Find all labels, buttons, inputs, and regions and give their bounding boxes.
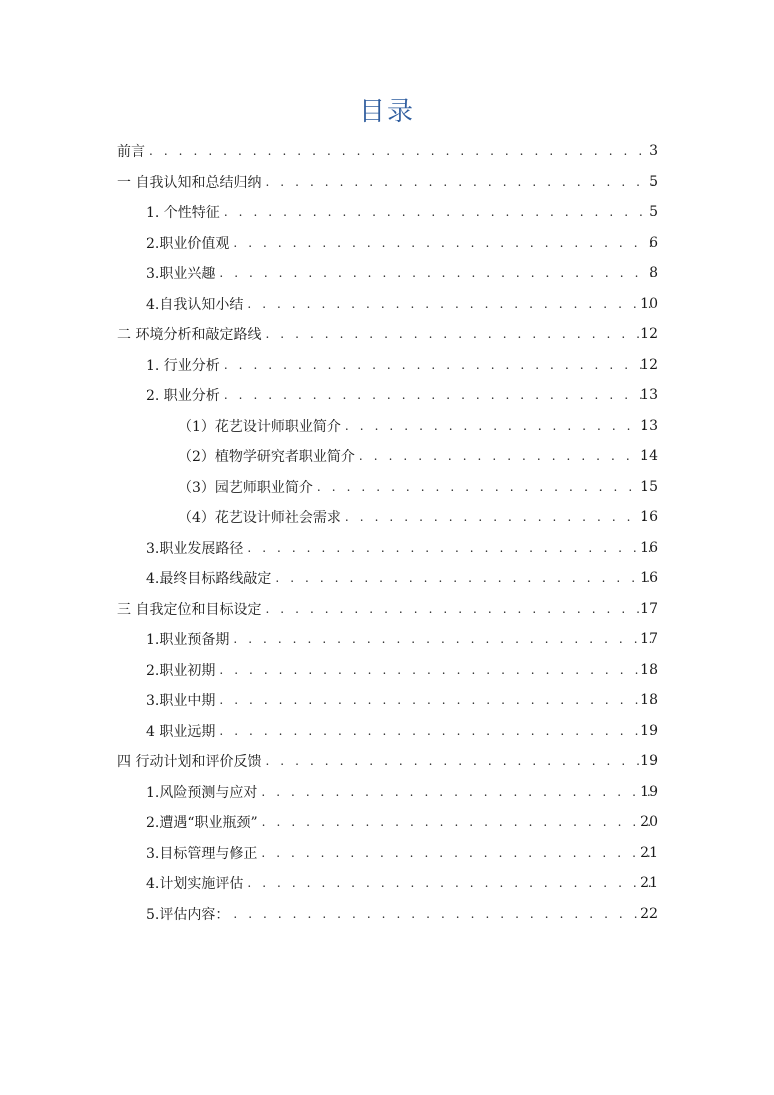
toc-entry-page: 5 [649, 173, 658, 190]
toc-entry[interactable] [0, 258, 774, 289]
toc-entry-page: 21 [640, 875, 658, 892]
dot-leader [265, 327, 654, 341]
toc-entry[interactable] [0, 716, 774, 747]
toc-entry[interactable] [0, 868, 774, 899]
toc-entry-label: 2.职业价值观 [146, 235, 230, 252]
dot-leader [149, 144, 654, 158]
toc-entry-page: 21 [640, 844, 658, 861]
toc-entry-label: 4 职业远期 [146, 723, 216, 740]
toc-entry[interactable] [0, 167, 774, 198]
toc-entry-page: 15 [640, 478, 658, 495]
dot-leader [224, 388, 654, 402]
dot-leader [265, 602, 654, 616]
toc-entry-label: 一 自我认知和总结归纳 [117, 174, 262, 191]
dot-leader [233, 907, 654, 921]
toc-entry[interactable] [0, 807, 774, 838]
dot-leader [261, 785, 654, 799]
dot-leader [219, 266, 654, 280]
toc-entry-label: 1. 个性特征 [146, 205, 220, 222]
toc-entry[interactable] [0, 350, 774, 381]
toc-entry[interactable] [0, 411, 774, 442]
toc-entry[interactable] [0, 472, 774, 503]
toc-entry-page: 19 [640, 783, 658, 800]
toc-entry[interactable] [0, 319, 774, 350]
toc-entry-label: 前言 [117, 144, 145, 161]
dot-leader [247, 541, 654, 555]
toc-entry-label: 3.职业中期 [146, 693, 216, 710]
toc-entry[interactable] [0, 838, 774, 869]
toc-entry[interactable] [0, 746, 774, 777]
toc-entry-label: 4.自我认知小结 [146, 296, 244, 313]
toc-entry-page: 5 [649, 204, 658, 221]
toc-entry-label: 二 环境分析和敲定路线 [117, 327, 262, 344]
toc-entry-label: 5.评估内容： [146, 906, 230, 923]
toc-entry[interactable] [0, 777, 774, 808]
toc-entry-label: 1. 行业分析 [146, 357, 220, 374]
toc-entry-label: 2.遭遇“职业瓶颈” [146, 815, 258, 832]
toc-entry[interactable] [0, 136, 774, 167]
toc-entry-label: 4.最终目标路线敲定 [146, 571, 272, 588]
toc-entry[interactable] [0, 655, 774, 686]
toc-entry-label: 四 行动计划和评价反馈 [117, 754, 262, 771]
toc-entry[interactable] [0, 624, 774, 655]
toc-entry[interactable] [0, 533, 774, 564]
dot-leader [224, 205, 654, 219]
toc-title: 目录 [358, 97, 415, 127]
dot-leader [233, 632, 654, 646]
toc-entry-page: 17 [640, 631, 658, 648]
dot-leader [317, 480, 654, 494]
toc-entry-label: 2.职业初期 [146, 662, 216, 679]
toc-entry-page: 10 [640, 295, 658, 312]
dot-leader [262, 815, 654, 829]
dot-leader [219, 663, 654, 677]
toc-entry[interactable] [0, 685, 774, 716]
toc-entry-label: 1.职业预备期 [146, 632, 230, 649]
toc-entry-page: 18 [640, 692, 658, 709]
dot-leader [265, 175, 654, 189]
toc-entry-label: （4）花艺设计师社会需求 [178, 510, 341, 527]
toc-entry-page: 19 [640, 753, 658, 770]
dot-leader [247, 297, 654, 311]
dot-leader [345, 419, 654, 433]
toc-entry-label: （3）园艺师职业简介 [178, 479, 313, 496]
toc-entry-page: 12 [640, 356, 658, 373]
toc-entry-label: 3.职业兴趣 [146, 266, 216, 283]
toc-entry-page: 13 [640, 417, 658, 434]
dot-leader [219, 693, 654, 707]
dot-leader [247, 876, 654, 890]
toc-entry-page: 6 [649, 234, 658, 251]
toc-entry-label: 3.职业发展路径 [146, 540, 244, 557]
toc-entry-page: 12 [640, 326, 658, 343]
toc-entry-page: 16 [640, 539, 658, 556]
toc-entry-page: 16 [640, 570, 658, 587]
toc-entry-label: 三 自我定位和目标设定 [117, 601, 262, 618]
dot-leader [224, 358, 654, 372]
toc-list [0, 136, 774, 929]
toc-entry[interactable] [0, 502, 774, 533]
toc-entry-label: 2. 职业分析 [146, 388, 220, 405]
toc-entry-page: 22 [640, 905, 658, 922]
dot-leader [359, 449, 654, 463]
toc-entry-page: 17 [640, 600, 658, 617]
toc-entry[interactable] [0, 380, 774, 411]
dot-leader [345, 510, 654, 524]
toc-entry-page: 8 [649, 265, 658, 282]
toc-entry-page: 3 [649, 143, 658, 160]
toc-entry-page: 14 [640, 448, 658, 465]
toc-entry[interactable] [0, 899, 774, 930]
dot-leader [261, 846, 654, 860]
toc-entry[interactable] [0, 228, 774, 259]
toc-entry-page: 13 [640, 387, 658, 404]
dot-leader [219, 724, 654, 738]
dot-leader [275, 571, 654, 585]
toc-entry-label: （2）植物学研究者职业简介 [178, 449, 355, 466]
toc-entry[interactable] [0, 197, 774, 228]
toc-entry[interactable] [0, 594, 774, 625]
toc-entry[interactable] [0, 441, 774, 472]
toc-entry-label: 4.计划实施评估 [146, 876, 244, 893]
dot-leader [233, 236, 654, 250]
toc-entry-page: 18 [640, 661, 658, 678]
toc-entry-page: 16 [640, 509, 658, 526]
toc-entry-page: 20 [640, 814, 658, 831]
toc-entry-page: 19 [640, 722, 658, 739]
toc-entry-label: 3.目标管理与修正 [146, 845, 258, 862]
toc-entry[interactable] [0, 289, 774, 320]
toc-entry-label: （1）花艺设计师职业简介 [178, 418, 341, 435]
dot-leader [265, 754, 654, 768]
toc-entry-label: 1.风险预测与应对 [146, 784, 258, 801]
toc-entry[interactable] [0, 563, 774, 594]
